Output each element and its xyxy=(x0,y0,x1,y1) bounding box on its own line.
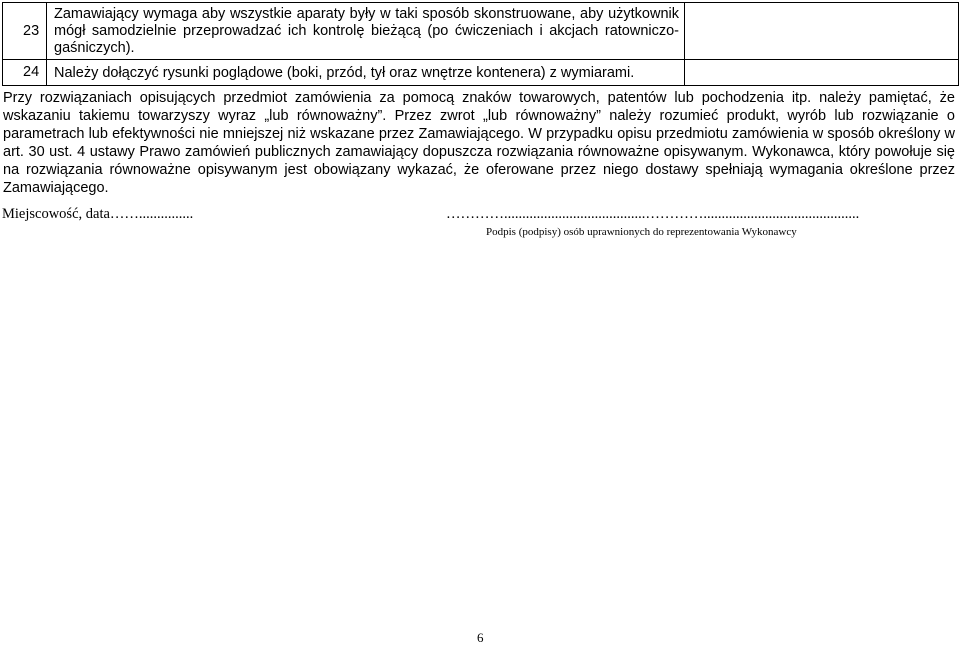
row-number: 23 xyxy=(3,3,47,60)
row-description: Zamawiający wymaga aby wszystkie aparaty były w taki sposób skonstruowane, aby użytkownik mógł samodzielnie przeprowadzać ich kontrolę bieżącą (po ćwiczeniach i akcjach ratowniczo-gaśniczych). xyxy=(47,3,685,60)
row-note xyxy=(685,60,959,86)
signature-line: ………….......................................…………........................................... xyxy=(446,206,860,222)
signature-caption: Podpis (podpisy) osób uprawnionych do reprezentowania Wykonawcy xyxy=(486,226,797,238)
requirements-table xyxy=(2,2,959,86)
place-date-field: Miejscowość, data……............... xyxy=(2,206,194,222)
row-number: 24 xyxy=(3,60,47,86)
table-row xyxy=(3,60,959,86)
equivalence-paragraph: Przy rozwiązaniach opisujących przedmiot zamówienia za pomocą znaków towarowych, patentów lub pochodzenia itp. należy pamiętać, że wskazaniu takiemu towarzyszy wyraz „lub równoważny”. Przez zwrot „lub równoważny” należy rozumieć produkt, wyrób lub rozwiązanie o parametrach lub efektywności nie mniejszej niż wskazane przez Zamawiającego. W przypadku opisu przedmiotu zamówienia w sposób określony w art. 30 ust. 4 ustawy Prawo zamówień publicznych zamawiający dopuszcza rozwiązania równoważne opisywanym. Wykonawca, który powołuje się na rozwiązania równoważne opisywanym jest obowiązany wykazać, że oferowane przez niego dostawy spełniają wymagania określone przez Zamawiającego. xyxy=(3,90,955,196)
row-description: Należy dołączyć rysunki poglądowe (boki, przód, tył oraz wnętrze kontenera) z wymiarami. xyxy=(47,60,685,86)
page-number: 6 xyxy=(477,630,484,645)
table-row xyxy=(3,3,959,60)
row-note xyxy=(685,3,959,60)
